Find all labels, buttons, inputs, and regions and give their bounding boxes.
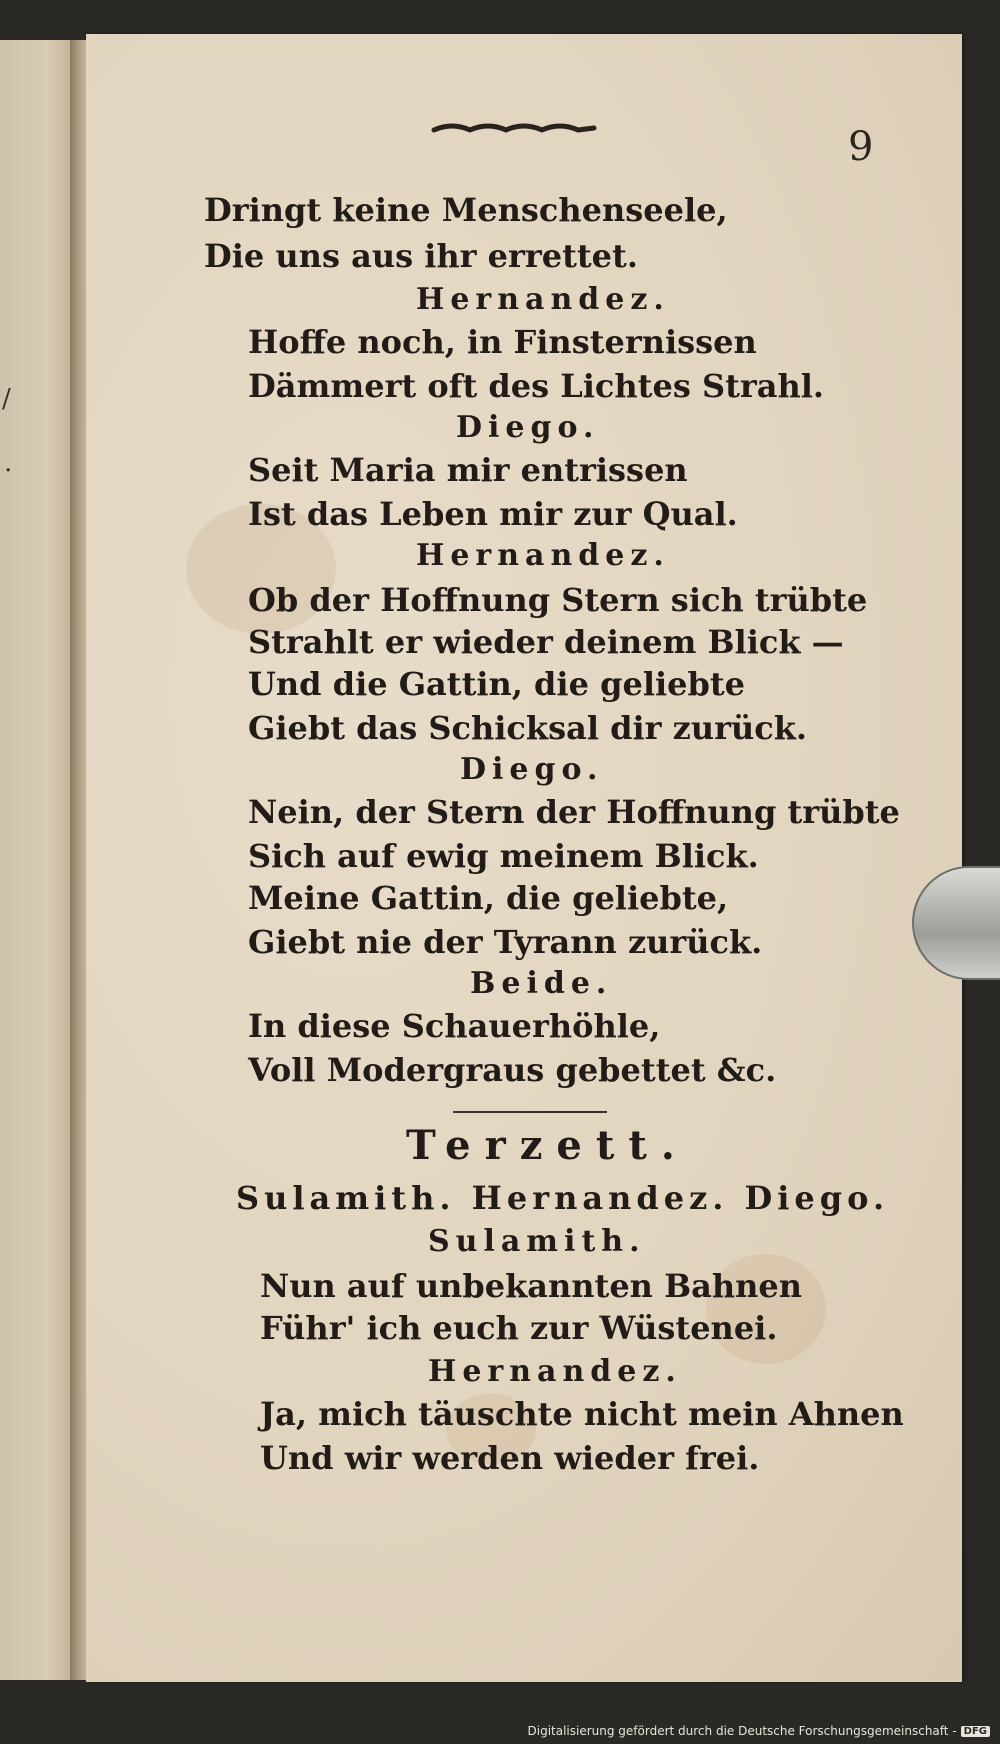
credit-text: Digitalisierung gefördert durch die Deutsche Forschungsgemeinschaft - xyxy=(527,1724,957,1738)
verse-line: Ob der Hoffnung Stern sich trübte xyxy=(248,581,868,619)
speaker-name: Beide. xyxy=(470,966,613,1001)
speaker-name: Hernandez. xyxy=(416,282,670,317)
verse-line: Die uns aus ihr errettet. xyxy=(204,237,638,275)
left-page-mark: / xyxy=(2,384,11,414)
ornament-rule-icon xyxy=(430,118,600,142)
verse-line: Nun auf unbekannten Bahnen xyxy=(260,1267,803,1305)
speaker-name: Diego. xyxy=(460,752,604,787)
speaker-name: Sulamith. xyxy=(428,1224,646,1259)
section-divider xyxy=(453,1111,607,1113)
verse-line: Seit Maria mir entrissen xyxy=(248,451,688,489)
verse-line: Giebt nie der Tyrann zurück. xyxy=(248,923,763,961)
verse-line: In diese Schauerhöhle, xyxy=(248,1007,661,1045)
verse-line: Nein, der Stern der Hoffnung trübte xyxy=(248,793,900,831)
verse-line: Sich auf ewig meinem Blick. xyxy=(248,837,759,875)
verse-line: Und wir werden wieder frei. xyxy=(260,1439,760,1477)
verse-line: Und die Gattin, die geliebte xyxy=(248,665,745,703)
verse-line: Ist das Leben mir zur Qual. xyxy=(248,495,738,533)
verse-line: Meine Gattin, die geliebte, xyxy=(248,879,729,917)
digitization-credit xyxy=(528,1724,991,1738)
verse-line: Ja, mich täuschte nicht mein Ahnen xyxy=(260,1395,904,1433)
page-number: 9 xyxy=(848,124,874,170)
verse-line: Dringt keine Menschenseele, xyxy=(204,191,728,229)
section-heading: Terzett. xyxy=(406,1122,689,1169)
cast-list: Sulamith. Hernandez. Diego. xyxy=(236,1179,890,1217)
left-page-mark: . xyxy=(4,448,13,478)
left-page-edge xyxy=(0,40,78,1680)
dfg-logo-icon: DFG xyxy=(961,1726,990,1737)
verse-line: Hoffe noch, in Finsternissen xyxy=(248,323,757,361)
speaker-name: Hernandez. xyxy=(428,1354,682,1389)
speaker-name: Hernandez. xyxy=(416,538,670,573)
verse-line: Giebt das Schicksal dir zurück. xyxy=(248,709,808,747)
verse-line: Führ' ich euch zur Wüstenei. xyxy=(260,1309,778,1347)
verse-line: Strahlt er wieder deinem Blick — xyxy=(248,623,844,661)
verse-line: Dämmert oft des Lichtes Strahl. xyxy=(248,367,825,405)
speaker-name: Diego. xyxy=(456,410,600,445)
verse-line: Voll Modergraus gebettet &c. xyxy=(248,1051,777,1089)
